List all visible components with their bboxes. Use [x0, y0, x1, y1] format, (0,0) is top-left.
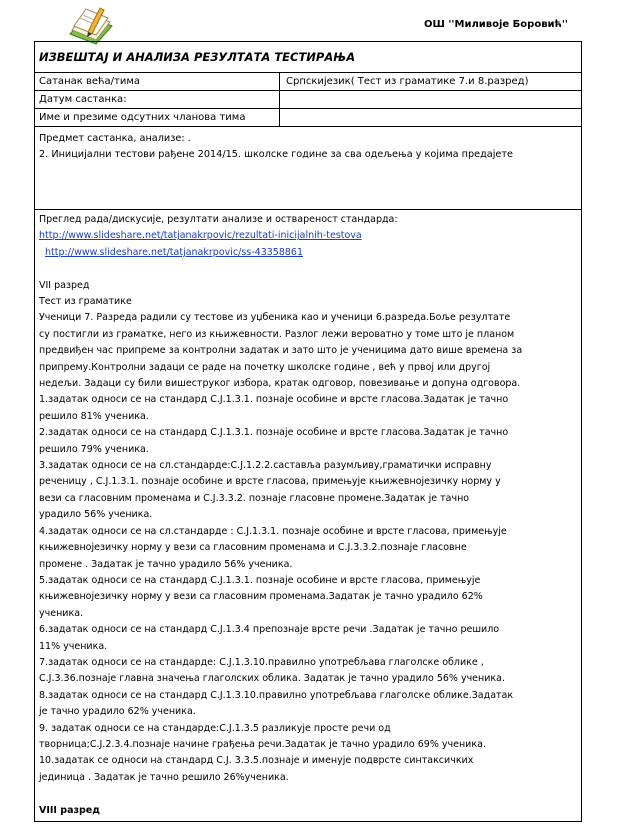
form-row-absent [35, 109, 581, 127]
analysis-line: С.Ј.3.36.познаје главна значења глаголских облика. Задатак је тачно урадило 56% ученика. [39, 673, 505, 685]
subject-label: Предмет састанка, анализе: . [39, 133, 191, 144]
analysis-line: 9. задатак односи се на стандарде:С.Ј.1.3.5 разликује просте речи од [39, 722, 391, 734]
analysis-line: су постигли из граматке, него из књижевности. Разлог лежи вероватно у томе што је планом [39, 328, 515, 340]
absent-value [280, 109, 581, 126]
team-label: Сатанак већа/тима [35, 73, 280, 90]
analysis-line: 1.задатак односи се на стандард С.Ј.1.3.1. познаје особине и врсте гласова.Задатак је тачно [39, 394, 509, 406]
analysis-line: књижевнојезичку норму у вези са гласовним променама и С.Ј.3.3.2.познаје гласовне [39, 542, 467, 554]
grade-7-heading: VII разред [39, 279, 90, 291]
analysis-line: ученика. [39, 607, 84, 619]
report-title: ИЗВЕШТАЈ И АНАЛИЗА РЕЗУЛТАТА ТЕСТИРАЊА [35, 42, 581, 73]
analysis-line: је тачно урадило 62% ученика. [39, 706, 196, 718]
analysis-line: недељи. Задаци су били вишеструког избора, кратак одговор, повезивање и допуна одговора. [39, 378, 521, 390]
analysis-line: припрему.Контролни задаци се раде на почетку школске године , већ у првој или другој [39, 361, 491, 373]
analysis-line: вези са гласовним променама и С.Ј.3.3.2. познаје гласовне промене.Задатак је тачно [39, 492, 470, 504]
analysis-line: 2.задатак односи се на стандард С.Ј.1.3.1. познаје особине и врсте гласова.Задатак је тачно [39, 427, 509, 439]
review-section [35, 210, 581, 819]
analysis-line: 8.задатак односи се на стандард С.Ј.1.3.10.правилно употребљава глаголске облике.Задатак [39, 689, 514, 701]
grade-8-heading: VIII разред [39, 804, 100, 816]
team-value: Српскијезик( Тест из граматике 7.и 8.разред) [286, 76, 529, 87]
analysis-line: предвиђен час припреме за контролни задатак и зато што је ученицима дато више времена за [39, 345, 523, 357]
analysis-line: 11% ученика. [39, 640, 108, 652]
analysis-line: урадило 56% ученика. [39, 509, 153, 521]
date-label: Датум састанка: [35, 91, 280, 108]
absent-label: Име и презиме одсутних чланова тима [35, 109, 280, 126]
analysis-line: 7.задатак односи се на стандарде: С.Ј.1.3.10.правилно употребљава глаголске облике , [39, 656, 484, 668]
analysis-line: решило 79% ученика. [39, 443, 149, 455]
review-heading: Преглед рада/дискусије, резултати анализе и оствареност стандарда: [39, 214, 398, 225]
analysis-line: 5.задатак односи се на стандард С.Ј.1.3.1. познаје особине и врсте гласова, примењује [39, 574, 481, 586]
analysis-line: 3.задатак односи се на сл.стандарде:С.Ј.1.2.2.саставља разумљиву,граматички исправну [39, 460, 492, 472]
form-row-team [35, 73, 581, 91]
analysis-line: 10.задатак се односи на стандард С.Ј. 3.3.5.познаје и именује подврсте синтаксичких [39, 755, 474, 767]
analysis-line: књижевнојезичку норму у вези са гласовним променама.Задатак је тачно урадило 62% [39, 591, 483, 603]
analysis-line: 4.задатак односи се на сл.стандарде : С.Ј.1.3.1. познаје особине и врсте гласова, примењује [39, 525, 507, 537]
form-row-date [35, 91, 581, 109]
analysis-line: 6.задатак односи се на стандард С.Ј.1.3.4 препознаје врсте речи .Задатак је тачно решило [39, 624, 500, 636]
analysis-line: решило 81% ученика. [39, 410, 149, 422]
analysis-line: промене . Задатак је тачно урадило 56% ученика. [39, 558, 293, 570]
meeting-subject [35, 127, 581, 210]
slideshare-link-results[interactable]: http://www.slideshare.net/tatjanakrpovic/rezultati-inicijalnih-testova [39, 230, 362, 242]
test-heading: Тест из граматике [39, 296, 132, 308]
date-value [280, 91, 581, 108]
analysis-line: Ученици 7. Разреда радили су тестове из уџбеника као и ученици 6.разреда.Боље резултате [39, 312, 511, 324]
analysis-line: творница;С.Ј.2.3.4.познаје начине грађења речи.Задатак је тачно урадило 69% ученика. [39, 738, 486, 750]
report-form [34, 41, 582, 822]
subject-item: 2. Иницијални тестови рађене 2014/15. школске године за сва одељења у којима предајете [39, 149, 513, 160]
slideshare-link-test[interactable]: http://www.slideshare.net/tatjanakrpovic/ss-43358861 [45, 246, 303, 258]
school-name: ОШ ''Миливоје Боровић'' [424, 19, 568, 30]
analysis-line: реченицу , С.Ј.1.3.1. познаје особине и врсте гласова, примењује књижевнојезичку норму у [39, 476, 501, 488]
analysis-text [39, 310, 577, 786]
analysis-line: јединица . Задатак је тачно решило 26%ученика. [39, 771, 289, 783]
